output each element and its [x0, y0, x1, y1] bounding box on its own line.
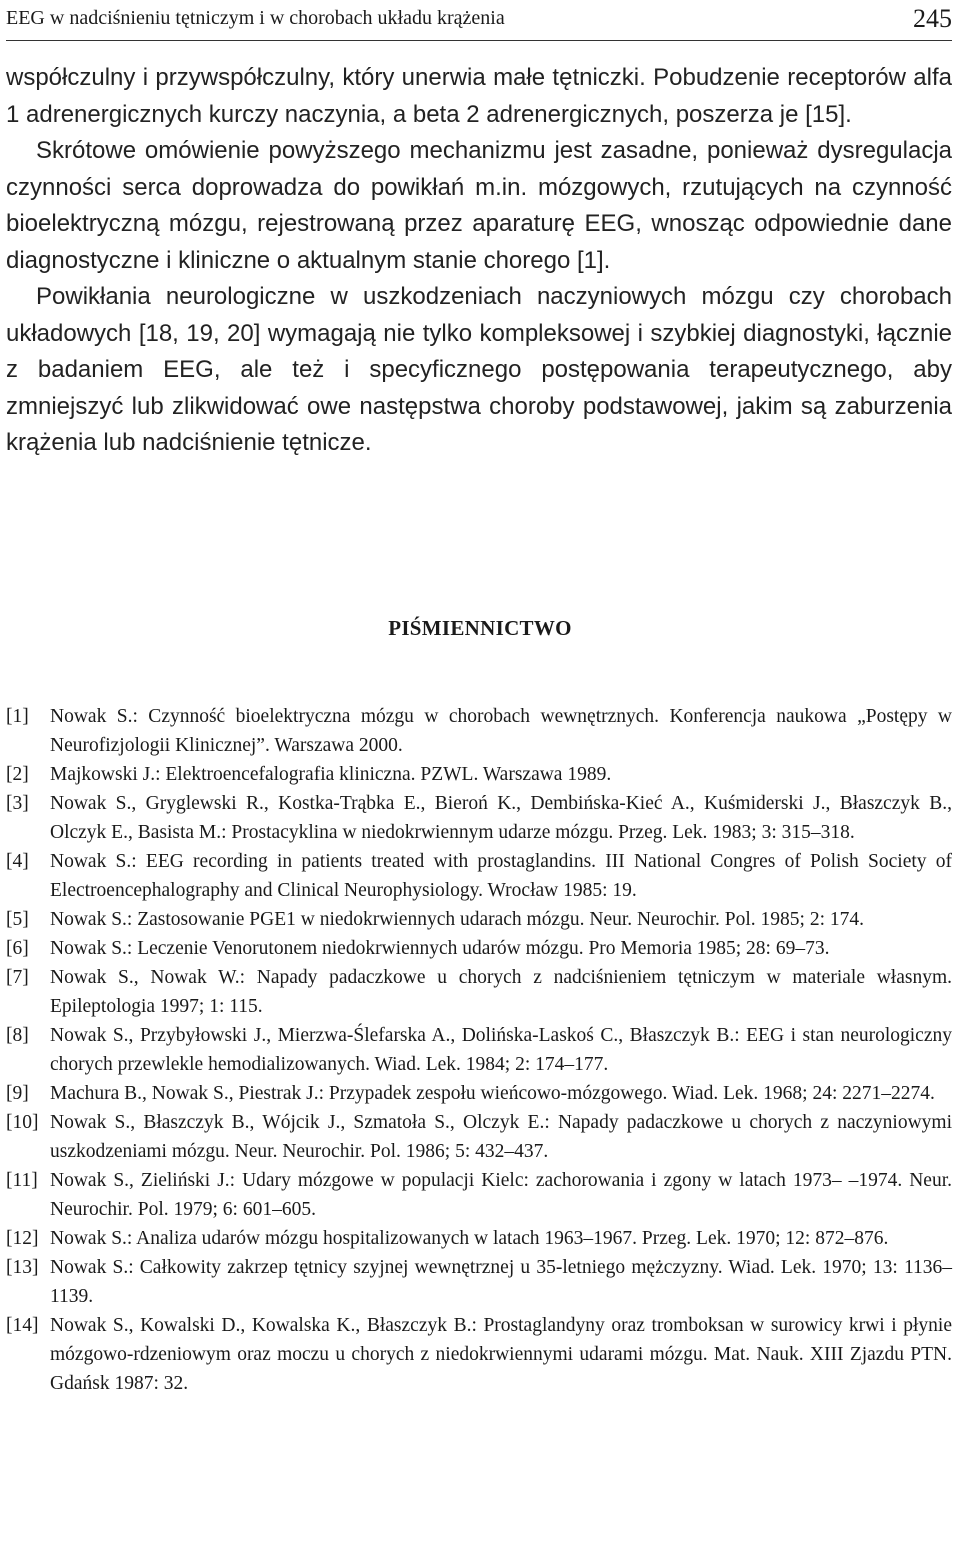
reference-text: Nowak S., Przybyłowski J., Mierzwa-Ślefarska A., Dolińska-Laskoś C., Błaszczyk B.: EEG i stan neurologiczny chorych przewlekle hemodializowanych. Wiad. Lek. 1984; 2: 174–177. — [50, 1025, 952, 1075]
reference-item — [6, 1108, 952, 1166]
reference-text: Nowak S.: Całkowity zakrzep tętnicy szyjnej wewnętrznej u 35-letniego mężczyzny. Wiad. Lek. 1970; 13: 1136–1139. — [50, 1257, 952, 1307]
reference-text: Nowak S., Błaszczyk B., Wójcik J., Szmatoła S., Olczyk E.: Napady padaczkowe u chorych z naczyniowymi uszkodzeniami mózgu. Neur. Neurochir. Pol. 1986; 5: 432–437. — [50, 1112, 952, 1162]
reference-text: Nowak S.: Analiza udarów mózgu hospitalizowanych w latach 1963–1967. Przeg. Lek. 1970; 12: 872–876. — [50, 1228, 889, 1249]
reference-item — [6, 905, 952, 934]
reference-number: [9] — [6, 1083, 29, 1104]
reference-item — [6, 1166, 952, 1224]
header-rule — [6, 40, 952, 41]
reference-number: [10] — [6, 1112, 39, 1133]
reference-text: Nowak S., Zieliński J.: Udary mózgowe w populacji Kielc: zachorowania i zgony w latach 1973– –1974. Neur. Neurochir. Pol. 1979; 6: 601–605. — [50, 1170, 952, 1220]
reference-text: Majkowski J.: Elektroencefalografia kliniczna. PZWL. Warszawa 1989. — [50, 764, 612, 785]
paragraph: Skrótowe omówienie powyższego mechanizmu jest zasadne, ponieważ dysregulacja czynności serca doprowadza do powikłań m.in. mózgowych, rzutujących na czynność bioelektryczną mózgu, rejestrowaną przez aparaturę EEG, wnosząc odpowiednie dane diagnostyczne i kliniczne o aktualnym stanie chorego [1]. — [6, 137, 952, 274]
reference-text: Nowak S.: Zastosowanie PGE1 w niedokrwiennych udarach mózgu. Neur. Neurochir. Pol. 1985; 2: 174. — [50, 909, 864, 930]
paragraph: współczulny i przywspółczulny, który unerwia małe tętniczki. Pobudzenie receptorów alfa 1 adrenergicznych kurczy naczynia, a beta 2 adrenergicznych, poszerza je [15]. — [6, 64, 952, 128]
running-title: EEG w nadciśnieniu tętniczym i w chorobach układu krążenia — [6, 7, 505, 29]
reference-text: Nowak S., Kowalski D., Kowalska K., Błaszczyk B.: Prostaglandyny oraz tromboksan w surowicy krwi i płynie mózgowo-rdzeniowym oraz moczu u chorych z niedokrwiennymi udarami mózgu. Mat. Nauk. XIII Zjazdu PTN. Gdańsk 1987: 32. — [50, 1315, 952, 1394]
reference-number: [13] — [6, 1257, 39, 1278]
reference-text: Machura B., Nowak S., Piestrak J.: Przypadek zespołu wieńcowo-mózgowego. Wiad. Lek. 1968; 24: 2271–2274. — [50, 1083, 935, 1104]
reference-item — [6, 963, 952, 1021]
reference-item — [6, 1224, 952, 1253]
reference-text: Nowak S., Nowak W.: Napady padaczkowe u chorych z nadciśnieniem tętniczym w materiale własnym. Epileptologia 1997; 1: 115. — [50, 967, 952, 1017]
reference-number: [11] — [6, 1170, 38, 1191]
reference-item — [6, 702, 952, 760]
reference-number: [6] — [6, 938, 29, 959]
reference-text: Nowak S.: EEG recording in patients treated with prostaglandins. III National Congres of Polish Society of Electroencephalography and Clinical Neurophysiology. Wrocław 1985: 19. — [50, 851, 952, 901]
reference-list — [6, 702, 952, 1398]
reference-text: Nowak S.: Czynność bioelektryczna mózgu w chorobach wewnętrznych. Konferencja naukowa „Postępy w Neurofizjologii Klinicznej”. Warszawa 2000. — [50, 706, 952, 756]
reference-item — [6, 934, 952, 963]
reference-number: [14] — [6, 1315, 39, 1336]
paragraph: Powikłania neurologiczne w uszkodzeniach naczyniowych mózgu czy chorobach układowych [18, 19, 20] wymagają nie tylko kompleksowej i szybkiej diagnostyki, łącznie z badaniem EEG, ale też i specyficznego postępowania terapeutycznego, aby zmniejszyć lub zlikwidować owe następstwa choroby podstawowej, jakim są zaburzenia krążenia lub nadciśnienie tętnicze. — [6, 283, 952, 456]
reference-text: Nowak S.: Leczenie Venorutonem niedokrwiennych udarów mózgu. Pro Memoria 1985; 28: 69–73. — [50, 938, 830, 959]
reference-number: [12] — [6, 1228, 39, 1249]
running-header — [6, 0, 952, 34]
reference-number: [3] — [6, 793, 29, 814]
reference-number: [2] — [6, 764, 29, 785]
reference-item — [6, 789, 952, 847]
reference-number: [8] — [6, 1025, 29, 1046]
reference-number: [7] — [6, 967, 29, 988]
reference-number: [1] — [6, 706, 29, 727]
reference-item — [6, 760, 952, 789]
reference-item — [6, 1079, 952, 1108]
reference-item — [6, 1021, 952, 1079]
page-number: 245 — [913, 4, 952, 33]
reference-item — [6, 1311, 952, 1398]
reference-number: [4] — [6, 851, 29, 872]
reference-number: [5] — [6, 909, 29, 930]
references-heading: PIŚMIENNICTWO — [388, 616, 572, 640]
reference-item — [6, 1253, 952, 1311]
reference-text: Nowak S., Gryglewski R., Kostka-Trąbka E., Bieroń K., Dembińska-Kieć A., Kuśmiderski J., Błaszczyk B., Olczyk E., Basista M.: Prostacyklina w niedokrwiennym udarze mózgu. Przeg. Lek. 1983; 3: 315–318. — [50, 793, 952, 843]
body-text — [6, 60, 952, 462]
reference-item — [6, 847, 952, 905]
